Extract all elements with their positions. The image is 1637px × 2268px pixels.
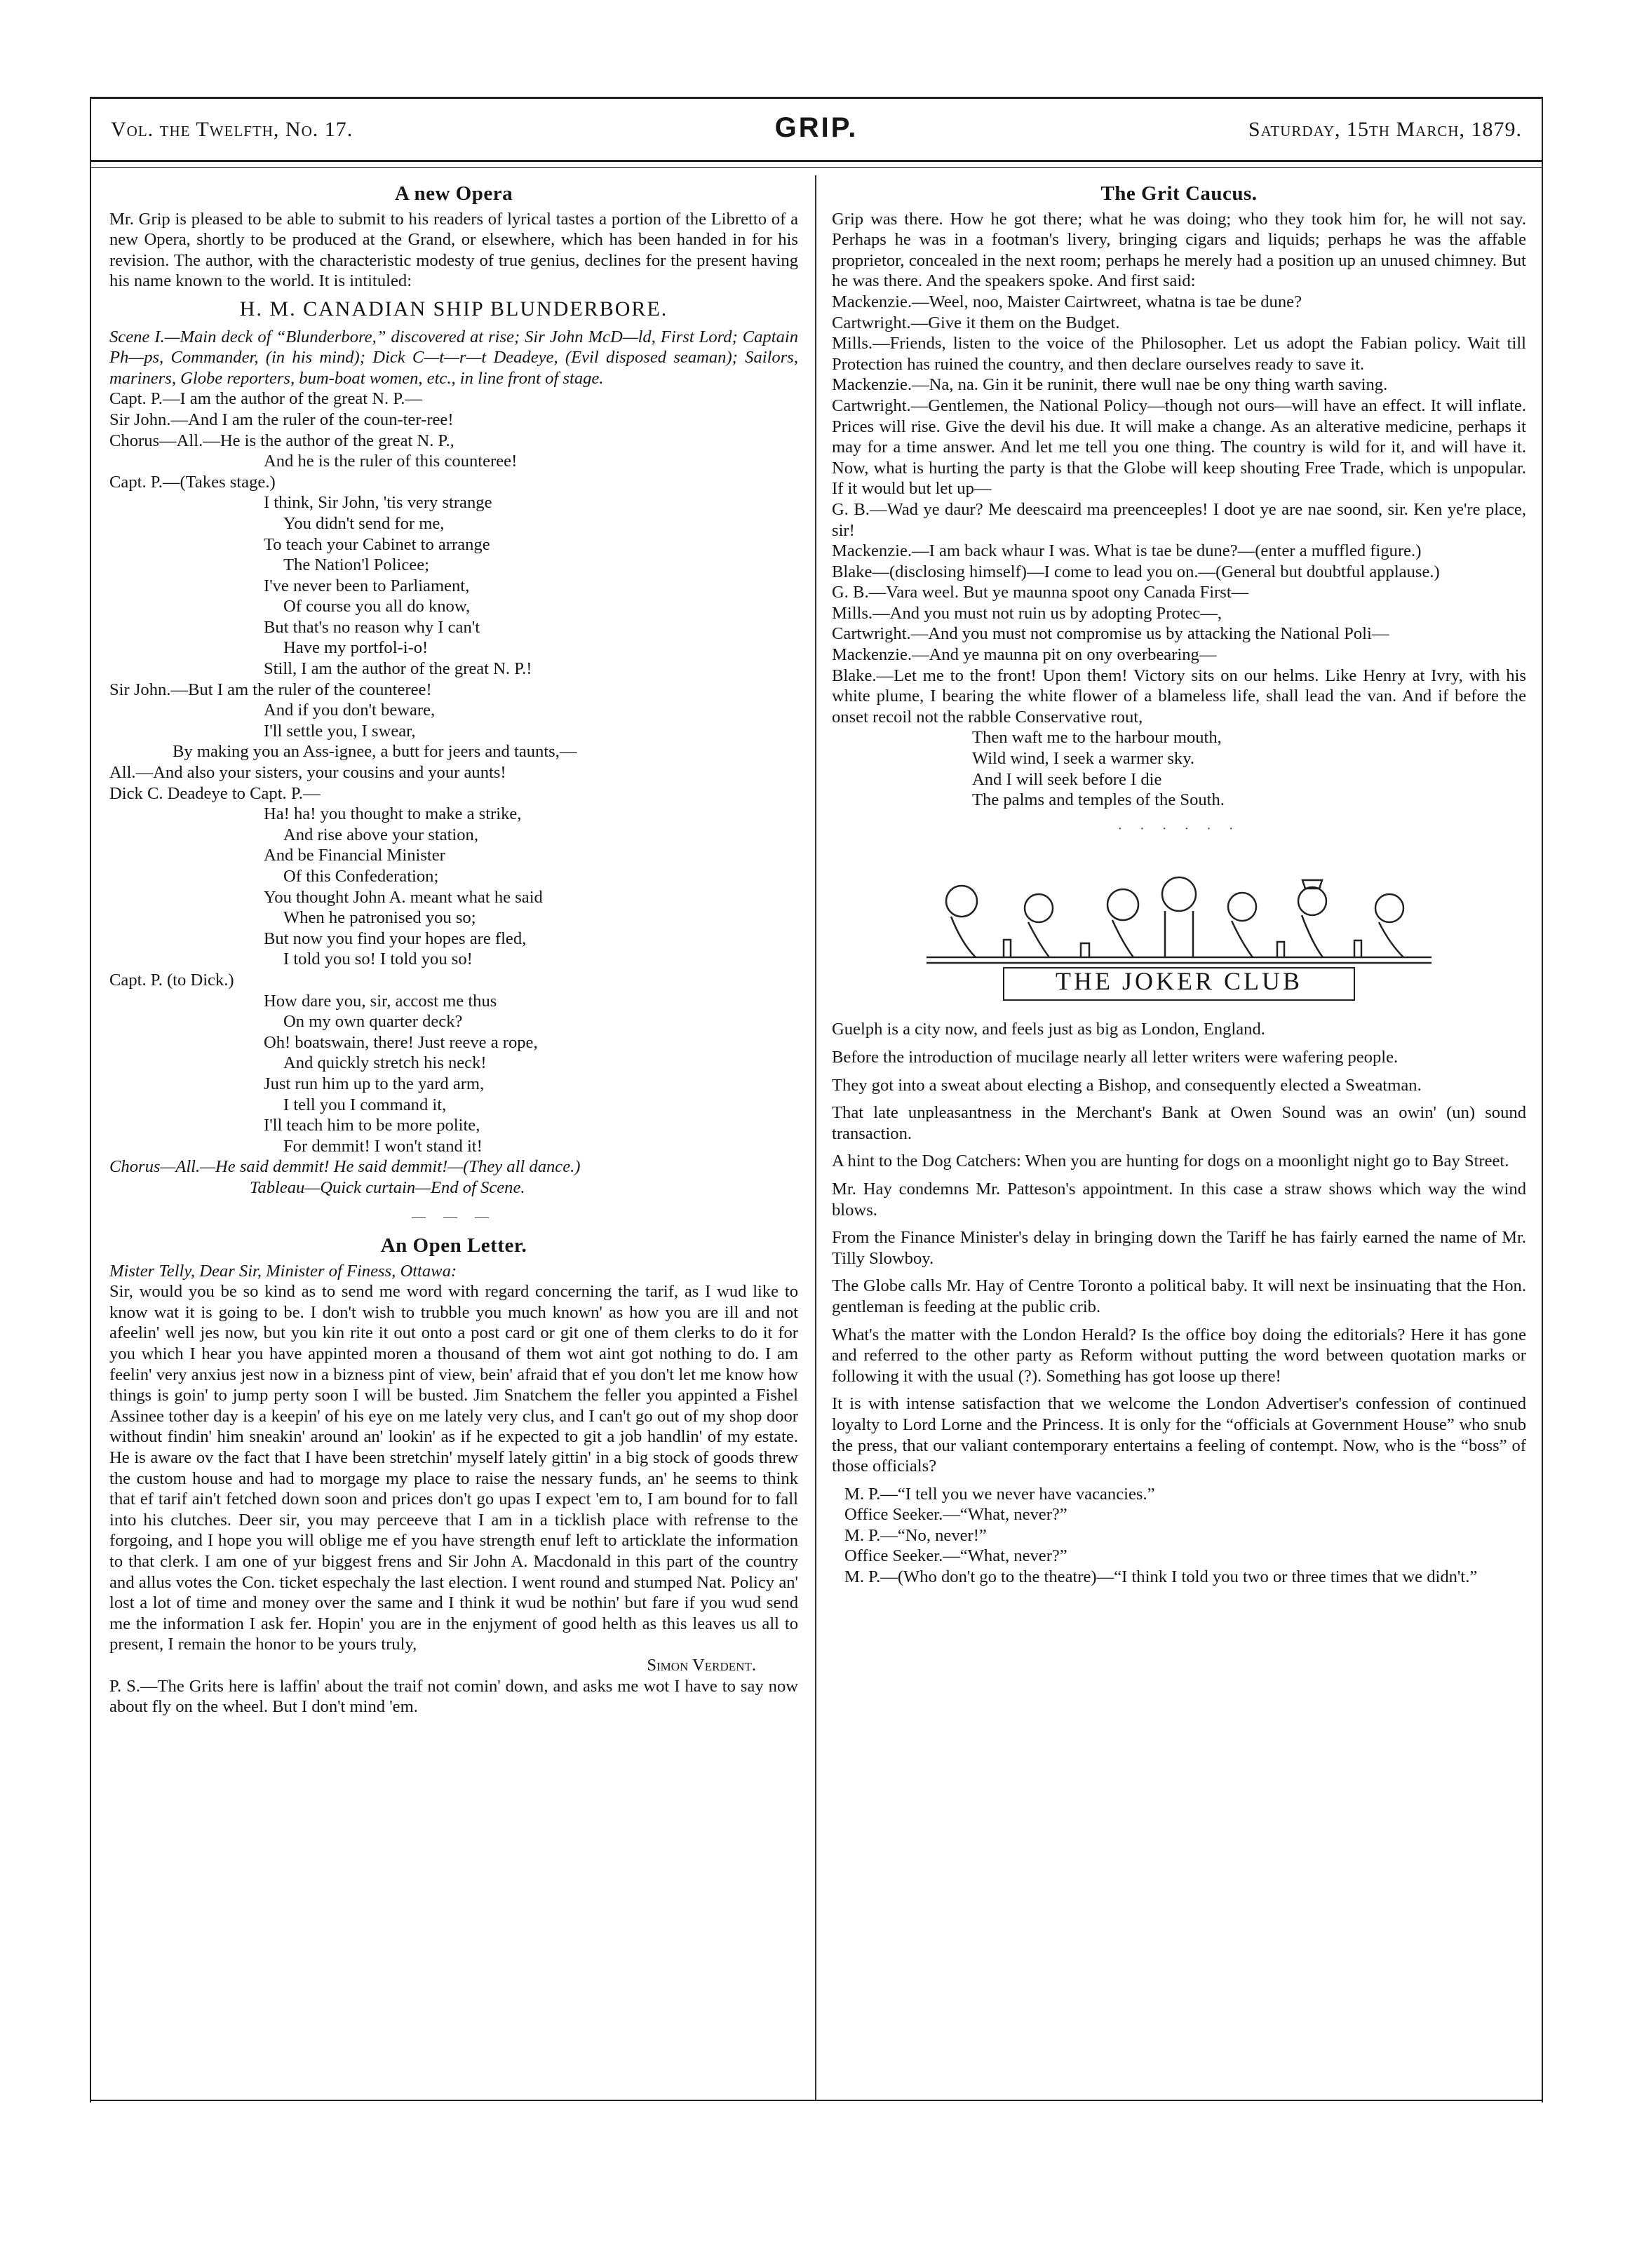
opera-verse-2 bbox=[109, 700, 798, 741]
masthead bbox=[94, 105, 1539, 156]
joker-dialog-line: M. P.—“I tell you we never have vacancies.” bbox=[844, 1484, 1155, 1504]
verse-line: I think, Sir John, 'tis very strange bbox=[264, 493, 492, 513]
verse-line: How dare you, sir, accost me thus bbox=[264, 991, 497, 1011]
opera-line: Capt. P.—I am the author of the great N. P.— bbox=[109, 389, 423, 409]
verse-line: Then waft me to the harbour mouth, bbox=[972, 728, 1222, 748]
caucus-line: Mills.—Friends, listen to the voice of the Philosopher. Let us adopt the Fabian policy. Wait till Protection has ruined the country, and then declare ourselves ready to save it. bbox=[832, 334, 1526, 374]
verse-line: Wild wind, I seek a warmer sky. bbox=[972, 749, 1195, 769]
bottom-rule bbox=[90, 2100, 1543, 2101]
caucus-line: Mills.—And you must not ruin us by adopting Protec—, bbox=[832, 603, 1222, 623]
caucus-line: Mackenzie.—Weel, noo, Maister Cairtwreet, whatna is tae be dune? bbox=[832, 292, 1302, 311]
caucus-intro: Grip was there. How he got there; what he was doing; who they took him for, he will not say. Perhaps he was in a footman's livery, bringing cigars and liquids; perhaps he was the affable proprietor, concealed in the next room; perhaps he merely had a position up an unused chimney. But he was there. And the speakers spoke. And first said: bbox=[832, 209, 1526, 291]
verse-line: You didn't send for me, bbox=[283, 513, 445, 533]
opera-verse-4 bbox=[109, 991, 798, 1157]
joker-item: The Globe calls Mr. Hay of Centre Toronto a political baby. It will next be insinuating that the Hon. gentleman is feeding at the public crib. bbox=[832, 1276, 1526, 1316]
joker-item: Mr. Hay condemns Mr. Patteson's appointment. In this case a straw shows which way the wind blows. bbox=[832, 1179, 1526, 1220]
joker-club-banner: THE JOKER CLUB bbox=[1056, 967, 1302, 996]
section-separator: · · · · · · bbox=[1117, 821, 1241, 837]
verse-line: And be Financial Minister bbox=[264, 846, 445, 865]
verse-line: And quickly stretch his neck! bbox=[283, 1053, 487, 1073]
verse-line: Have my portfol-i-o! bbox=[283, 638, 429, 658]
caucus-line: Mackenzie.—And ye maunna pit on ony overbearing— bbox=[832, 645, 1217, 665]
header-rule-thin bbox=[90, 167, 1543, 168]
caucus-line: Blake—(disclosing himself)—I come to lead you on.—(General but doubtful applause.) bbox=[832, 562, 1440, 581]
section-separator: — — — bbox=[412, 1208, 496, 1224]
opera-line: Chorus—All.—He said demmit! He said demmit!—(They all dance.) bbox=[109, 1157, 581, 1177]
opera-subtitle: H. M. CANADIAN SHIP BLUNDERBORE. bbox=[239, 297, 668, 320]
opera-line: All.—And also your sisters, your cousins and your aunts! bbox=[109, 763, 506, 783]
joker-dialog-line: M. P.—“No, never!” bbox=[844, 1525, 987, 1545]
verse-line: Of this Confederation; bbox=[283, 867, 439, 886]
joker-item: They got into a sweat about electing a Bishop, and consequently elected a Sweatman. bbox=[832, 1075, 1422, 1095]
joker-item: From the Finance Minister's delay in bringing down the Tariff he has fairly earned the name of Mr. Tilly Slowboy. bbox=[832, 1228, 1526, 1268]
joker-dialog-line: Office Seeker.—“What, never?” bbox=[844, 1546, 1067, 1566]
verse-line: Still, I am the author of the great N. P.! bbox=[264, 659, 532, 679]
verse-line: When he patronised you so; bbox=[283, 908, 476, 928]
verse-line: I tell you I command it, bbox=[283, 1095, 447, 1114]
verse-line: The Nation'l Policee; bbox=[283, 555, 429, 575]
verse-line: Of course you all do know, bbox=[283, 597, 471, 616]
opera-line: Capt. P. (to Dick.) bbox=[109, 970, 234, 990]
opera-line: By making you an Ass-ignee, a butt for jeers and taunts,— bbox=[173, 742, 577, 762]
joker-dialog-line: M. P.—(Who don't go to the theatre)—“I think I told you two or three times that we didn't.” bbox=[844, 1567, 1478, 1587]
caucus-line: G. B.—Wad ye daur? Me deescaird ma preenceeples! I doot ye are nae soond, sir. Ken ye're place, sir! bbox=[832, 499, 1526, 540]
joker-club-illustration bbox=[912, 852, 1446, 1006]
volume-label: Vol. the Twelfth, No. 17. bbox=[111, 118, 353, 141]
verse-line: The palms and temples of the South. bbox=[972, 790, 1225, 810]
letter-signature: Simon Verdent. bbox=[647, 1655, 756, 1675]
left-column bbox=[109, 184, 798, 1717]
verse-line: You thought John A. meant what he said bbox=[264, 887, 543, 907]
column-divider bbox=[815, 175, 816, 2100]
verse-line: But now you find your hopes are fled, bbox=[264, 929, 527, 948]
caucus-line: Cartwright.—Gentlemen, the National Policy—though not ours—will have an effect. It will inflate. Prices will rise. Give the devil his due. It will make a change. As an alterative medicine, perhaps it may for a time answer. And let me tell you one thing. The country is wild for it, and will have it. Now, what is hurting the party is that the Globe will keep shouting Free Trade, which is unpopular. If it would but let up— bbox=[832, 396, 1526, 499]
caucus-line: Mackenzie.—Na, na. Gin it be runinit, there wull nae be ony thing warth saving. bbox=[832, 375, 1388, 395]
verse-line: But that's no reason why I can't bbox=[264, 617, 480, 637]
letter-postscript: P. S.—The Grits here is laffin' about the traif not comin' down, and asks me wot I have to say now about fly on the wheel. But I don't mind 'em. bbox=[109, 1676, 798, 1717]
opera-line: Dick C. Deadeye to Capt. P.— bbox=[109, 783, 321, 803]
opera-verse-3 bbox=[109, 804, 798, 970]
joker-item: A hint to the Dog Catchers: When you are hunting for dogs on a moonlight night go to Bay Street. bbox=[832, 1152, 1509, 1171]
joker-item: It is with intense satisfaction that we welcome the London Advertiser's confession of continued loyalty to Lord Lorne and the Princess. It is only for the “officials at Government House” who snub the press, that our valiant contemporary entertains a feeling of contempt. Now, who is the “boss” of those officials? bbox=[832, 1394, 1526, 1476]
letter-heading: An Open Letter. bbox=[380, 1234, 527, 1257]
joker-dialog-line: Office Seeker.—“What, never?” bbox=[844, 1505, 1067, 1525]
caucus-line: Blake.—Let me to the front! Upon them! Victory sits on our helms. Like Henry at Ivry, with his white plume, I bearing the white flower of a blameless life, shall lead the van. And if before the onset recoil not the rabble Conservative rout, bbox=[832, 666, 1526, 727]
verse-line: I'll settle you, I swear, bbox=[264, 721, 416, 741]
verse-line: I'll teach him to be more polite, bbox=[264, 1116, 480, 1135]
verse-line: And I will seek before I die bbox=[972, 769, 1162, 789]
verse-line: And rise above your station, bbox=[283, 825, 478, 844]
caucus-heading: The Grit Caucus. bbox=[1100, 182, 1258, 205]
header-rule bbox=[90, 160, 1543, 162]
verse-line: On my own quarter deck? bbox=[283, 1012, 463, 1032]
verse-line: Just run him up to the yard arm, bbox=[264, 1074, 485, 1093]
joker-item: Guelph is a city now, and feels just as big as London, England. bbox=[832, 1020, 1265, 1039]
opera-intro: Mr. Grip is pleased to be able to submit to his readers of lyrical tastes a portion of the Libretto of a new Opera, shortly to be produced at the Grand, or elsewhere, which has been handed in for his revision. The author, with the characteristic modesty of true genius, declines for the present having his name known to the world. It is intituled: bbox=[109, 209, 798, 291]
opera-line: Sir John.—And I am the ruler of the coun-ter-ree! bbox=[109, 410, 454, 429]
caucus-line: Cartwright.—And you must not compromise us by attacking the National Poli— bbox=[832, 624, 1389, 644]
paper-title: GRIP. bbox=[774, 112, 858, 143]
joker-item: What's the matter with the London Herald? Is the office boy doing the editorials? Here it has gone and referred to the other party as Reform without putting the word between quotation marks or following it with the usual (?). Something has got loose up there! bbox=[832, 1325, 1526, 1386]
right-column bbox=[832, 184, 1526, 1588]
caucus-line: Mackenzie.—I am back whaur I was. What is tae be dune?—(enter a muffled figure.) bbox=[832, 541, 1422, 561]
left-border bbox=[90, 97, 91, 2102]
opera-line: And he is the ruler of this counteree! bbox=[264, 452, 518, 471]
letter-salutation: Mister Telly, Dear Sir, Minister of Finess, Ottawa: bbox=[109, 1261, 457, 1281]
opera-line: Chorus—All.—He is the author of the great N. P., bbox=[109, 431, 454, 450]
opera-heading: A new Opera bbox=[394, 182, 513, 205]
verse-line: And if you don't beware, bbox=[264, 701, 436, 720]
verse-line: Ha! ha! you thought to make a strike, bbox=[264, 804, 522, 824]
opera-line: Capt. P.—(Takes stage.) bbox=[109, 472, 276, 492]
right-border bbox=[1542, 97, 1543, 2102]
caucus-verse bbox=[832, 727, 1526, 810]
caucus-line: G. B.—Vara weel. But ye maunna spoot ony Canada First— bbox=[832, 583, 1249, 602]
top-rule bbox=[90, 97, 1543, 99]
joker-item: Before the introduction of mucilage nearly all letter writers were wafering people. bbox=[832, 1048, 1399, 1067]
verse-line: For demmit! I won't stand it! bbox=[283, 1136, 483, 1156]
opera-line: Sir John.—But I am the ruler of the counteree! bbox=[109, 680, 432, 699]
opera-scene: Scene I.—Main deck of “Blunderbore,” discovered at rise; Sir John McD—ld, First Lord; Captain Ph—ps, Commander, (in his mind); Dick C—t—r—t Deadeye, (Evil disposed seaman); Sailors, mariners, Globe reporters, bum-boat women, etc., in line front of stage. bbox=[109, 327, 798, 388]
verse-line: I've never been to Parliament, bbox=[264, 576, 470, 595]
verse-line: Oh! boatswain, there! Just reeve a rope, bbox=[264, 1032, 538, 1052]
joker-item: That late unpleasantness in the Merchant's Bank at Owen Sound was an owin' (un) sound transaction. bbox=[832, 1103, 1526, 1143]
verse-line: To teach your Cabinet to arrange bbox=[264, 534, 490, 554]
opera-verse-1 bbox=[109, 492, 798, 679]
verse-line: I told you so! I told you so! bbox=[283, 950, 473, 969]
opera-line: Tableau—Quick curtain—End of Scene. bbox=[250, 1177, 525, 1197]
issue-date: Saturday, 15th March, 1879. bbox=[1248, 118, 1522, 141]
caucus-line: Cartwright.—Give it them on the Budget. bbox=[832, 313, 1120, 332]
letter-body: Sir, would you be so kind as to send me word with regard concerning the tarif, as I wud like to know wat it is going to be. I don't wish to trubble you much known' as how you are ill and not afeelin' well jes now, but you kin rite it out onto a post card or git one of them clerks to do it for you which I hear you have appinted moren a thousand of them wot aint got nothing to do. I am feelin' very anxius jest now in a bizness pint of view, bein' afraid that ef you don't let me know how things is goin' to jump perty soon I will be busted. Jim Snatchem the feller you appinted a Fishel Assinee tother day is a keepin' of his eye on me lately very clus, and I can't go out of my shop door without findin' him sneakin' around an' lookin' as if he expected to git a job handlin' of my estate. He is aware ov the fact that I have been stretchin' myself lately gittin' in a big stock of goods threw the custom house and had to morgage my place to raise the nessary funds, an' he seems to think that ef tarif ain't fetched down soon and prices don't go upas I expect 'em to, I am bound for to fall into his clutches. Deer sir, you may perceeve that I am in a ticklish place with refrense to the forgoing, and I hope you will oblige me ef you have strength enuf left to articklate the information to that clerk. I am one of yur biggest frens and Sir John A. Macdonald in this part of the country and allus votes the Con. ticket espechaly the last election. I went round and stumped Nat. Policy an' lost a lot of time and money over the same and I think it wud be nothin' but fare if you wud send me the information I ask fer. Hopin' you are in the enjyment of good helth as this leaves us all to present, I remain the honor to be yours truly, bbox=[109, 1282, 798, 1654]
